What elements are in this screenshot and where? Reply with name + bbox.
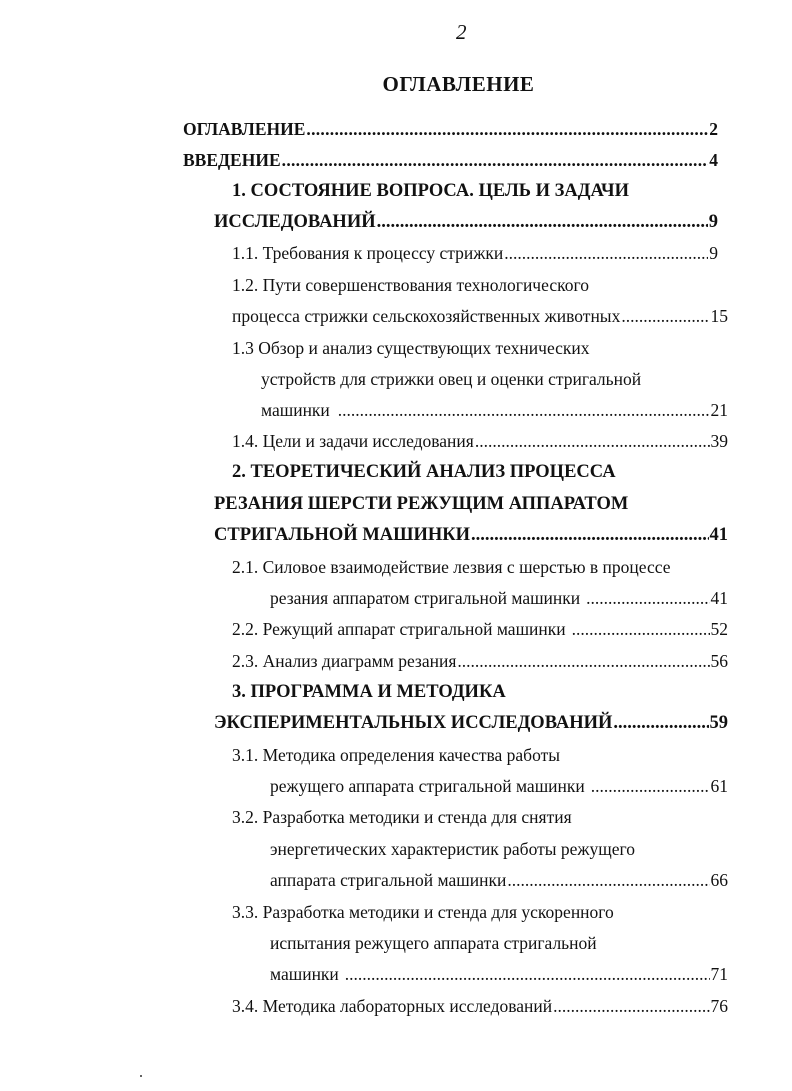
dot-leader xyxy=(282,149,709,171)
dot-leader xyxy=(507,869,709,891)
scan-speck xyxy=(140,1075,142,1077)
toc-entry-page: 2 xyxy=(709,119,718,139)
toc-chapter-3[interactable] xyxy=(214,712,728,734)
toc-entry-page: 15 xyxy=(710,306,728,326)
toc-entry-3-1-line1: 3.1. Методика определения качества работы xyxy=(232,745,561,765)
toc-chapter-3-line1: 3. ПРОГРАММА И МЕТОДИКА xyxy=(232,682,506,702)
toc-entry-label: ВВЕДЕНИЕ xyxy=(183,150,281,170)
toc-entry-label: режущего аппарата стригальной машинки xyxy=(270,776,585,796)
toc-entry-2-3[interactable] xyxy=(232,650,728,672)
dot-leader xyxy=(475,430,710,452)
toc-entry-label: 1.4. Цели и задачи исследования xyxy=(232,431,474,451)
toc-entry-3-2[interactable] xyxy=(270,869,728,891)
toc-entry-label: 2.2. Режущий аппарат стригальной машинки xyxy=(232,619,566,639)
toc-entry-label: ИССЛЕДОВАНИЙ xyxy=(214,212,376,232)
toc-entry-label: 2.3. Анализ диаграмм резания xyxy=(232,651,457,671)
toc-entry-3-3-line2: испытания режущего аппарата стригальной xyxy=(270,933,597,953)
toc-entry-1-1[interactable] xyxy=(232,242,718,264)
toc-entry-1-3-line1: 1.3 Обзор и анализ существующих технических xyxy=(232,338,590,358)
toc-entry-label: процесса стрижки сельскохозяйственных животных xyxy=(232,306,621,326)
toc-entry-label: 1.1. Требования к процессу стрижки xyxy=(232,243,504,263)
toc-entry-2-2[interactable] xyxy=(232,618,728,640)
toc-entry-label: машинки xyxy=(261,400,330,420)
toc-entry-oglavlenie[interactable] xyxy=(183,118,718,140)
toc-entry-1-3[interactable] xyxy=(261,399,728,421)
dot-leader xyxy=(377,211,708,233)
toc-entry-3-1[interactable] xyxy=(270,775,728,797)
page-title: ОГЛАВЛЕНИЕ xyxy=(382,72,535,96)
toc-entry-page: 71 xyxy=(710,964,728,984)
toc-entry-page: 41 xyxy=(709,525,728,545)
toc-chapter-1[interactable] xyxy=(214,211,718,233)
toc-entry-vvedenie[interactable] xyxy=(183,149,718,171)
toc-entry-label: аппарата стригальной машинки xyxy=(270,870,507,890)
toc-entry-page: 39 xyxy=(710,431,728,451)
toc-chapter-2-line1: 2. ТЕОРЕТИЧЕСКИЙ АНАЛИЗ ПРОЦЕССА xyxy=(232,462,616,482)
toc-entry-page: 9 xyxy=(709,243,718,263)
toc-entry-page: 41 xyxy=(710,588,728,608)
toc-entry-1-2-line1: 1.2. Пути совершенствования технологического xyxy=(232,275,589,295)
dot-leader xyxy=(345,963,710,985)
toc-entry-page: 52 xyxy=(710,619,728,639)
toc-chapter-1-line1: 1. СОСТОЯНИЕ ВОПРОСА. ЦЕЛЬ И ЗАДАЧИ xyxy=(232,181,629,201)
toc-entry-label: 3.4. Методика лабораторных исследований xyxy=(232,996,553,1016)
toc-entry-label: машинки xyxy=(270,964,339,984)
dot-leader xyxy=(553,995,709,1017)
toc-chapter-2-line2: РЕЗАНИЯ ШЕРСТИ РЕЖУЩИМ АППАРАТОМ xyxy=(214,494,629,514)
toc-entry-3-2-line1: 3.2. Разработка методики и стенда для снятия xyxy=(232,807,572,827)
toc-entry-1-4[interactable] xyxy=(232,430,728,452)
toc-entry-2-1-line1: 2.1. Силовое взаимодействие лезвия с шерстью в процессе xyxy=(232,557,671,577)
toc-entry-3-3-line1: 3.3. Разработка методики и стенда для ускоренного xyxy=(232,902,614,922)
page-number: 2 xyxy=(456,20,467,44)
toc-entry-label: ОГЛАВЛЕНИЕ xyxy=(183,119,306,139)
dot-leader xyxy=(591,775,710,797)
toc-entry-page: 66 xyxy=(710,870,728,890)
dot-leader xyxy=(613,712,708,734)
toc-entry-1-3-line2: устройств для стрижки овец и оценки стригальной xyxy=(261,369,642,389)
toc-entry-page: 76 xyxy=(710,996,728,1016)
toc-entry-label: ЭКСПЕРИМЕНТАЛЬНЫХ ИССЛЕДОВАНИЙ xyxy=(214,713,613,733)
dot-leader xyxy=(572,618,710,640)
toc-entry-page: 21 xyxy=(710,400,728,420)
toc-chapter-2[interactable] xyxy=(214,524,728,546)
toc-entry-1-2[interactable] xyxy=(232,305,728,327)
toc-entry-label: СТРИГАЛЬНОЙ МАШИНКИ xyxy=(214,525,471,545)
toc-entry-2-1[interactable] xyxy=(270,587,728,609)
dot-leader xyxy=(586,587,709,609)
dot-leader xyxy=(471,524,708,546)
dot-leader xyxy=(457,650,709,672)
dot-leader xyxy=(338,399,710,421)
dot-leader xyxy=(621,305,709,327)
toc-entry-page: 61 xyxy=(710,776,728,796)
toc-entry-3-4[interactable] xyxy=(232,995,728,1017)
dot-leader xyxy=(306,118,708,140)
toc-entry-3-3[interactable] xyxy=(270,963,728,985)
toc-entry-label: резания аппаратом стригальной машинки xyxy=(270,588,581,608)
toc-entry-page: 56 xyxy=(710,651,728,671)
toc-entry-page: 59 xyxy=(709,713,728,733)
toc-entry-page: 9 xyxy=(708,212,718,232)
toc-entry-3-2-line2: энергетических характеристик работы режущего xyxy=(270,839,635,859)
dot-leader xyxy=(504,242,708,264)
toc-entry-page: 4 xyxy=(709,150,718,170)
